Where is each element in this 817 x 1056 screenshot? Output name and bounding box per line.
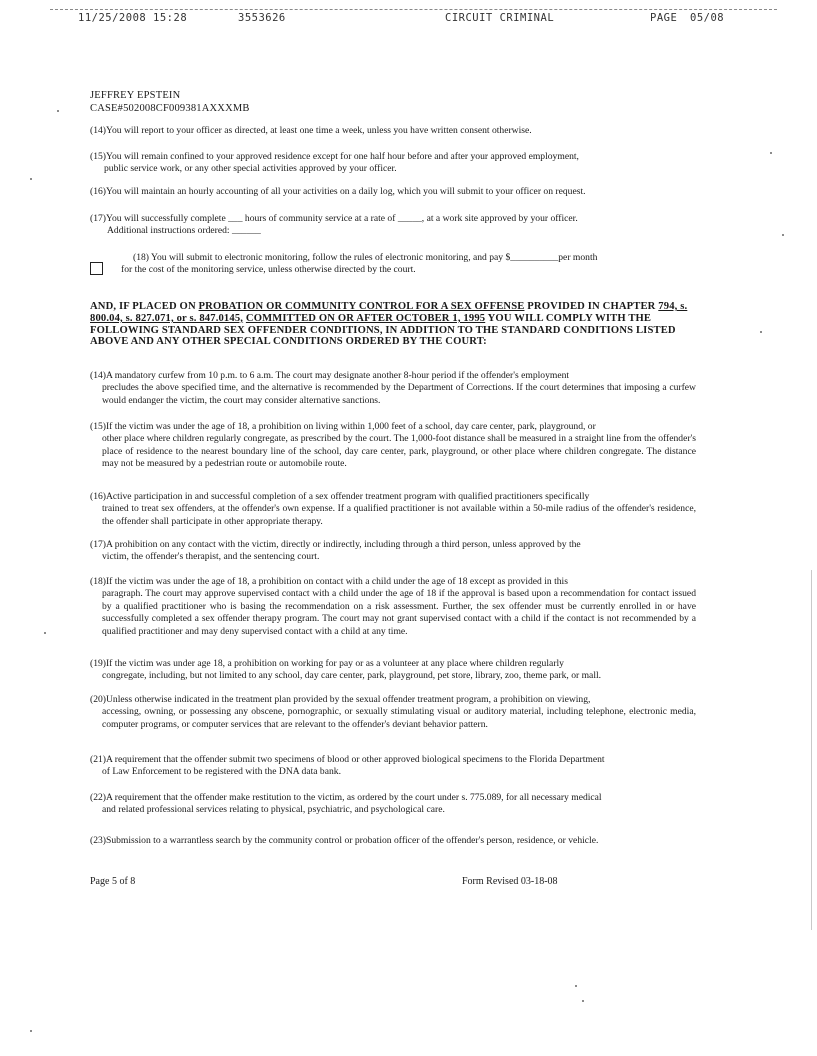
defendant-name: JEFFREY EPSTEIN (90, 90, 181, 101)
condition-continuation: public service work, or any other special activities approved by your officer. (104, 163, 397, 175)
heading-statute-citation: 794, s. 800.04, s. 827.071, or s. 847.0145, (90, 301, 688, 324)
condition-text: You will successfully complete ___ hours of community service at a rate of _____, at a work site approved by your officer. (105, 213, 578, 224)
condition-number: (18) (133, 252, 149, 263)
heading-text: YOU WILL COMPLY WITH THE FOLLOWING STANDARD SEX OFFENDER CONDITIONS, IN ADDITION TO THE STANDARD CONDITIONS LISTED ABOVE AND ANY OTHER SPECIAL CONDITIONS ORDERED BY THE COURT: (90, 312, 676, 348)
condition-17 (90, 213, 750, 238)
condition-number: (22) (90, 792, 106, 803)
condition-number: (14) (90, 125, 106, 136)
condition-continuation: and related professional services relating to physical, psychiatric, and psychological care. (102, 804, 445, 816)
condition-continuation: accessing, owning, or possessing any obscene, pornographic, or sexually stimulating visual or auditory material, including telephone, electronic media, computer programs, or computer services that are relevant to the offender's deviant behavior pattern. (102, 706, 696, 730)
condition-14 (90, 125, 740, 137)
fax-dotted-rule (50, 9, 777, 10)
fax-header (0, 0, 817, 30)
condition-number: (15) (90, 151, 106, 162)
condition-number: (19) (90, 658, 106, 669)
fax-edge-line (811, 570, 812, 930)
page-number: Page 5 of 8 (90, 876, 136, 887)
sex-offender-condition-16 (90, 491, 696, 528)
electronic-monitoring-checkbox[interactable] (90, 262, 103, 275)
condition-number: (18) (90, 576, 106, 587)
fax-page-label: PAGE (650, 12, 678, 24)
condition-text: A requirement that the offender make restitution to the victim, as ordered by the court under s. 775.089, for all necessary medical (105, 792, 602, 803)
heading-underlined: COMMITTED ON OR AFTER OCTOBER 1, 1995 (245, 312, 486, 324)
condition-text: If the victim was under the age of 18, a prohibition on living within 1,000 feet of a school, day care center, park, playground, or (105, 421, 596, 432)
sex-offender-section-heading (90, 301, 694, 348)
condition-text: You will report to your officer as directed, at least one time a week, unless you have written consent otherwise. (105, 125, 532, 136)
fax-number: 3553626 (238, 12, 286, 24)
condition-text: Unless otherwise indicated in the treatment plan provided by the sexual offender treatment program, a prohibition on viewing, (105, 694, 591, 705)
sex-offender-condition-21 (90, 754, 696, 779)
condition-text: A requirement that the offender submit two specimens of blood or other approved biological specimens to the Florida Department (105, 754, 605, 765)
sex-offender-condition-22 (90, 792, 696, 817)
condition-16 (90, 186, 750, 198)
condition-text: If the victim was under age 18, a prohibition on working for pay or as a volunteer at any place where children regularly (105, 658, 564, 669)
condition-text: You will remain confined to your approved residence except for one half hour before and after your approved employment, (105, 151, 579, 162)
condition-18 (121, 252, 721, 277)
condition-continuation: for the cost of the monitoring service, unless otherwise directed by the court. (121, 264, 416, 276)
condition-number: (16) (90, 186, 106, 197)
condition-number: (15) (90, 421, 106, 432)
sex-offender-condition-17 (90, 539, 696, 564)
condition-number: (17) (90, 539, 106, 550)
scan-speck (57, 110, 59, 112)
condition-number: (17) (90, 213, 106, 224)
fax-page-number: 05/08 (690, 12, 725, 24)
condition-text: If the victim was under the age of 18, a prohibition on contact with a child under the age of 18 except as provided in this (105, 576, 568, 587)
condition-number: (16) (90, 491, 106, 502)
scan-speck (575, 985, 577, 987)
condition-continuation: congregate, including, but not limited to any school, day care center, park, playground, pet store, library, zoo, theme park, or mall. (102, 670, 602, 682)
scan-speck (760, 331, 762, 333)
scan-speck (770, 152, 772, 154)
case-caption (90, 89, 250, 115)
condition-continuation: of Law Enforcement to be registered with the DNA data bank. (102, 766, 341, 778)
condition-text: A mandatory curfew from 10 p.m. to 6 a.m. The court may designate another 8-hour period if the offender's employment (105, 370, 570, 381)
sex-offender-condition-23 (90, 835, 710, 847)
condition-continuation: precludes the above specified time, and the alternative is recommended by the Department of Corrections. If the court determines that imposing a curfew would endanger the victim, the court may consider alternative sanctions. (102, 382, 696, 406)
condition-text: Submission to a warrantless search by the community control or probation officer of the offender's person, residence, or vehicle. (105, 835, 599, 846)
scan-speck (44, 632, 46, 634)
sex-offender-condition-19 (90, 658, 696, 683)
condition-text: You will submit to electronic monitoring, follow the rules of electronic monitoring, and pay $__________per month (151, 252, 598, 263)
scan-speck (30, 1030, 32, 1032)
condition-continuation: other place where children regularly congregate, as prescribed by the court. The 1,000-foot distance shall be measured in a straight line from the offender's place of residence to the nearest boundary line of the school, day care center, park, playground, or other place where children congregate. The distance may not be measured by a pedestrian route or automobile route. (102, 433, 696, 470)
scan-speck (30, 178, 32, 180)
condition-15 (90, 151, 750, 176)
sex-offender-condition-20 (90, 694, 696, 731)
condition-text: You will maintain an hourly accounting of all your activities on a daily log, which you will submit to your officer on request. (105, 186, 586, 197)
sex-offender-condition-15 (90, 421, 696, 471)
condition-number: (20) (90, 694, 106, 705)
condition-continuation: trained to treat sex offenders, at the offender's own expense. If a qualified practitioner is not available within a 50-mile radius of the offender's residence, the offender shall participate in other appropriate therapy. (102, 503, 696, 527)
heading-text: PROVIDED IN CHAPTER (524, 301, 659, 312)
condition-continuation: paragraph. The court may approve supervised contact with a child under the age of 18 if the approval is based upon a recommendation for contact issued by a qualified practitioner who is basing the recommendation on a risk assessment. Further, the sex offender must be currently enrolled in or have successfully completed a sex offender therapy program. The court may not grant supervised contact with a child if the contact is not recommended by a qualified practitioner and may deny supervised contact with a child at any time. (102, 588, 696, 637)
condition-number: (21) (90, 754, 106, 765)
condition-number: (23) (90, 835, 106, 846)
case-number: CASE#502008CF009381AXXXMB (90, 103, 250, 114)
sex-offender-condition-14 (90, 370, 696, 407)
condition-text: A prohibition on any contact with the victim, directly or indirectly, including through a third person, unless approved by the (105, 539, 581, 550)
sex-offender-condition-18 (90, 576, 696, 638)
condition-continuation: victim, the offender's therapist, and the sentencing court. (102, 551, 320, 563)
fax-date-time: 11/25/2008 15:28 (78, 12, 188, 24)
condition-continuation: Additional instructions ordered: ______ (107, 225, 261, 237)
form-revision: Form Revised 03-18-08 (462, 876, 558, 887)
fax-department: CIRCUIT CRIMINAL (445, 12, 555, 24)
scan-speck (782, 234, 784, 236)
condition-text: Active participation in and successful completion of a sex offender treatment program with qualified practitioners specifically (105, 491, 590, 502)
heading-text: AND, IF PLACED ON (90, 301, 199, 312)
heading-underlined: PROBATION OR COMMUNITY CONTROL FOR A SEX OFFENSE (198, 301, 525, 312)
scan-speck (582, 1000, 584, 1002)
condition-number: (14) (90, 370, 106, 381)
